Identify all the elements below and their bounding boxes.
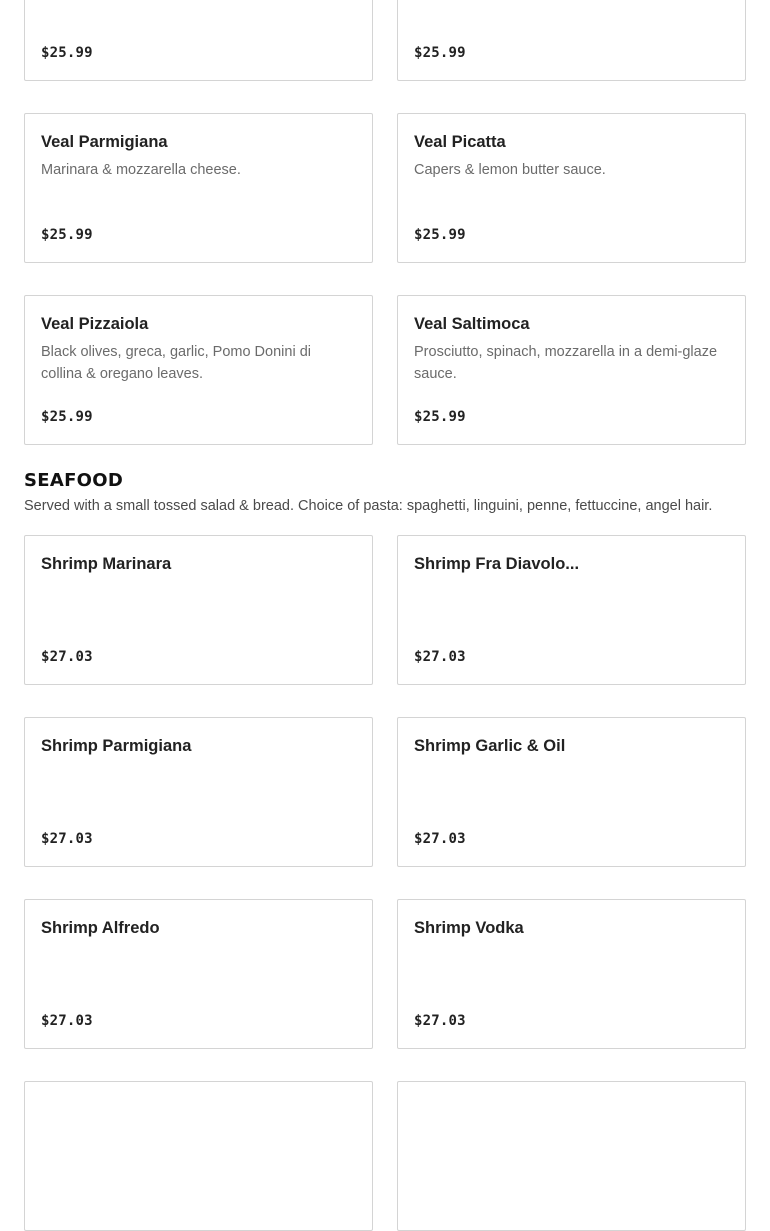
menu-item-price: $27.03: [41, 1013, 93, 1029]
section-title: SEAFOOD: [24, 470, 124, 491]
menu-item-price: $27.03: [41, 649, 93, 665]
menu-item-price: $27.03: [414, 1013, 466, 1029]
menu-item-card[interactable]: [397, 717, 746, 867]
menu-item-card[interactable]: [24, 717, 373, 867]
menu-item-name: Veal Parmigiana: [41, 133, 168, 151]
menu-item-name: Shrimp Fra Diavolo...: [414, 555, 580, 573]
menu-item-price: $27.03: [41, 831, 93, 847]
menu-item-card[interactable]: [24, 113, 373, 263]
menu-item-description: Prosciutto, spinach, mozzarella in a demi-glaze sauce.: [414, 344, 718, 382]
menu-item-name: Veal Picatta: [414, 133, 506, 151]
menu-item-card[interactable]: [24, 0, 373, 81]
menu-item-name: Shrimp Alfredo: [41, 919, 160, 937]
menu-item-name: Shrimp Garlic & Oil: [414, 737, 566, 755]
menu-item-price: $25.99: [414, 45, 466, 61]
menu-item-name: Veal Pizzaiola: [41, 315, 149, 333]
menu-item-price: $25.99: [41, 227, 93, 243]
menu-item-card[interactable]: [24, 899, 373, 1049]
menu-item-name: Shrimp Marinara: [41, 555, 172, 573]
section-description: Served with a small tossed salad & bread. Choice of pasta: spaghetti, linguini, penne, fettuccine, angel hair.: [24, 498, 713, 514]
menu-item-card[interactable]: [397, 899, 746, 1049]
menu-item-card[interactable]: [24, 295, 373, 445]
menu-item-name: Shrimp Vodka: [414, 919, 524, 937]
menu-item-card[interactable]: [397, 1081, 746, 1231]
menu-item-description: Capers & lemon butter sauce.: [414, 162, 606, 178]
menu-item-price: $27.03: [414, 831, 466, 847]
menu-item-price: $25.99: [414, 409, 466, 425]
menu-item-price: $25.99: [414, 227, 466, 243]
menu-item-card[interactable]: [397, 295, 746, 445]
menu-item-name: Shrimp Parmigiana: [41, 737, 192, 755]
menu-item-price: $27.03: [414, 649, 466, 665]
menu-item-card[interactable]: [397, 0, 746, 81]
menu-item-price: $25.99: [41, 45, 93, 61]
menu-item-card[interactable]: [24, 1081, 373, 1231]
menu-item-description: Marinara & mozzarella cheese.: [41, 162, 241, 178]
menu-item-card[interactable]: [24, 535, 373, 685]
menu-item-card[interactable]: [397, 113, 746, 263]
menu-item-description: Black olives, greca, garlic, Pomo Donini di collina & oregano leaves.: [41, 344, 311, 382]
menu-item-name: Veal Saltimoca: [414, 315, 530, 333]
menu-item-card[interactable]: [397, 535, 746, 685]
menu-item-price: $25.99: [41, 409, 93, 425]
